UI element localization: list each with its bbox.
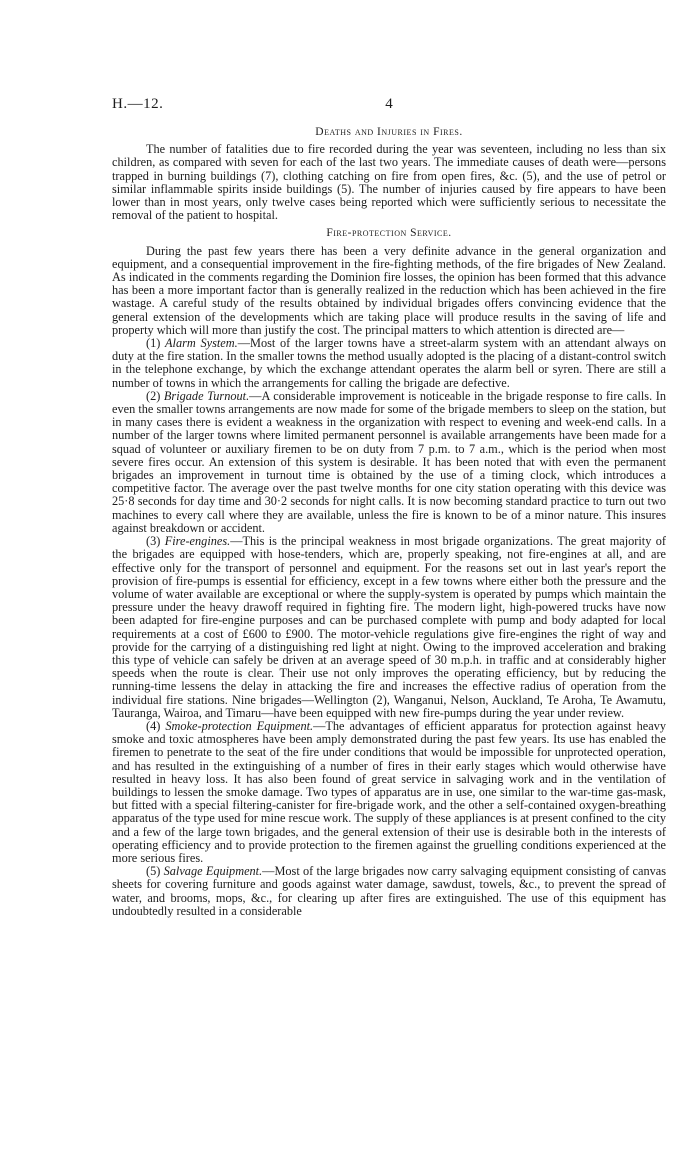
paragraph-deaths: The number of fatalities due to fire recorded during the year was seventeen, including no less than six children, as compared with seven for each of the last two years. The immediate causes of death were—persons trapped in burning buildings (7), clothing catching on fire from open fires, &c. (5), and the use of petrol or similar inflammable spirits inside buildings (5). The number of injuries caused by fire appears to have been lower than in most years, only twelve cases being reported which were sufficiently serious to necessitate the removal of the patient to hospital. <box>112 142 666 223</box>
item-caption: Fire-engines. <box>164 534 231 549</box>
item-text: —Most of the large brigades now carry salvaging equipment consisting of canvas sheets for covering furniture and goods against water damage, sawdust, towels, &c., to prevent the spread of water, and brooms, mops, &c., for clearing up after fires are extinguished. The use of this equipment has undoubtedly resulted in a considerable <box>112 864 667 918</box>
item-number: (3) <box>146 534 161 549</box>
paragraph-fire-protection-intro: During the past few years there has been a very definite advance in the general organization and equipment, and a consequential improvement in the fire-fighting methods, of the fire brigades of New Zealand. As indicated in the comments regarding the Dominion fire losses, the opinion has been formed that this advance has been a more important factor than is generally realized in the reduction which has been achieved in the fire wastage. A careful study of the results obtained by individual brigades offers convincing evidence that the general extension of the developments which are taking place will produce results in the saving of life and property which will more than justify the cost. The principal matters to which attention is directed are— <box>112 243 666 337</box>
paragraph-alarm-system <box>112 337 666 390</box>
item-caption: Salvage Equipment. <box>163 864 263 879</box>
page-number: 4 <box>385 96 393 112</box>
section-heading-fire-protection: Fire-protection Service. <box>326 227 452 240</box>
page-body <box>112 124 666 918</box>
paragraph-brigade-turnout <box>112 390 666 535</box>
section-heading-deaths: Deaths and Injuries in Fires. <box>315 126 463 138</box>
paragraph-fire-engines <box>112 535 666 720</box>
paragraph-salvage-equipment <box>112 865 666 918</box>
item-number: (1) <box>146 336 161 351</box>
item-caption: Brigade Turnout. <box>163 388 250 403</box>
item-text: —A considerable improvement is noticeable in the brigade response to fire calls. In even the smaller towns arrangements are now made for some of the brigade members to sleep on the station, but in many cases there is evident a weakness in the organization with respect to evening and week-end calls. In a number of the larger towns where limited permanent personnel is available arrangements have been made for a squad of volunteer or auxiliary firemen to be on duty from 7 p.m. to 7 a.m., which is the period when most severe fires occur. An extension of this system is desirable. It has been noted that with even the permanent brigades an improvement in turnout time is obtained by the use of a timing clock, which introduces a competitive factor. The average over the past twelve months for one city station operating with this device was 25·8 seconds for day time and 30·2 seconds for night calls. It is now becoming standard practice to turn out two machines to every call where they are available, unless the fire is known to be of a minor nature. This insures against breakdown or accident. <box>112 388 666 535</box>
item-caption: Alarm System. <box>165 336 238 351</box>
page-header <box>112 96 666 116</box>
item-text: —Most of the larger towns have a street-alarm system with an attendant always on duty at the fire station. In the smaller towns the method usually adopted is the placing of a distant-control switch in the telephone exchange, by which the exchange attendant operates the alarm bell or syren. There are still a number of towns in which the arrangements for calling the brigade are defective. <box>112 336 666 390</box>
paragraph-smoke-protection <box>112 720 666 865</box>
item-text: —This is the principal weakness in most brigade organizations. The great majority of the brigades are equipped with hose-tenders, which are, properly speaking, not fire-engines at all, and are effective only for the transport of personnel and equipment. For the reasons set out in last year's report the provision of fire-pumps is essential for efficiency, except in a few towns where either both the pressure and the volume of water available are exceptional or where the supply-system is operated by pumps which maintain the pressure under the heavy drawoff required in fighting fire. The modern light, high-powered trucks have now been adapted for fire-engine purposes and can be purchased complete with pump and body adapted for local requirements at a cost of £600 to £900. The motor-vehicle regulations give fire-engines the right of way and provide for the carrying of a distinguishing red light at night. Owing to the improved acceleration and braking this type of vehicle can safely be driven at an average speed of 30 m.p.h. in traffic and at considerably higher speeds when the route is clear. Their use not only improves the operating efficiency, but by reducing the running-time lessens the delay in attacking the fire and increases the effective radius of operation from the individual fire stations. Nine brigades—Wellington (2), Wanganui, Nelson, Auckland, Te Aroha, Te Awamutu, Tauranga, Wairoa, and Timaru—have been equipped with new fire-pumps during the year under review. <box>112 534 666 720</box>
item-number: (5) <box>146 864 161 879</box>
item-number: (4) <box>146 718 161 733</box>
document-code: H.—12. <box>112 96 164 112</box>
item-number: (2) <box>146 388 161 403</box>
item-text: —The advantages of efficient apparatus for protection against heavy smoke and toxic atmospheres have been amply demonstrated during the past few years. Its use has enabled the firemen to penetrate to the seat of the fire under conditions that would be impossible for unprotected operation, and has resulted in the extinguishing of a number of fires in their early stages which would otherwise have resulted in heavy loss. It has also been found of great service in salvaging work and in the ventilation of buildings to lessen the smoke damage. Two types of apparatus are in use, one similar to the war-time gas-mask, but fitted with a special filtering-canister for fire-brigade work, and the other a self-contained oxygen-breathing apparatus of the type used for mine rescue work. The supply of these appliances is at present confined to the city and a few of the large town brigades, and the general extension of their use is desirable both in the interests of operating efficiency and to provide protection to the firemen against the gruelling conditions experienced at the more serious fires. <box>112 718 667 865</box>
item-caption: Smoke-protection Equipment. <box>165 718 314 733</box>
